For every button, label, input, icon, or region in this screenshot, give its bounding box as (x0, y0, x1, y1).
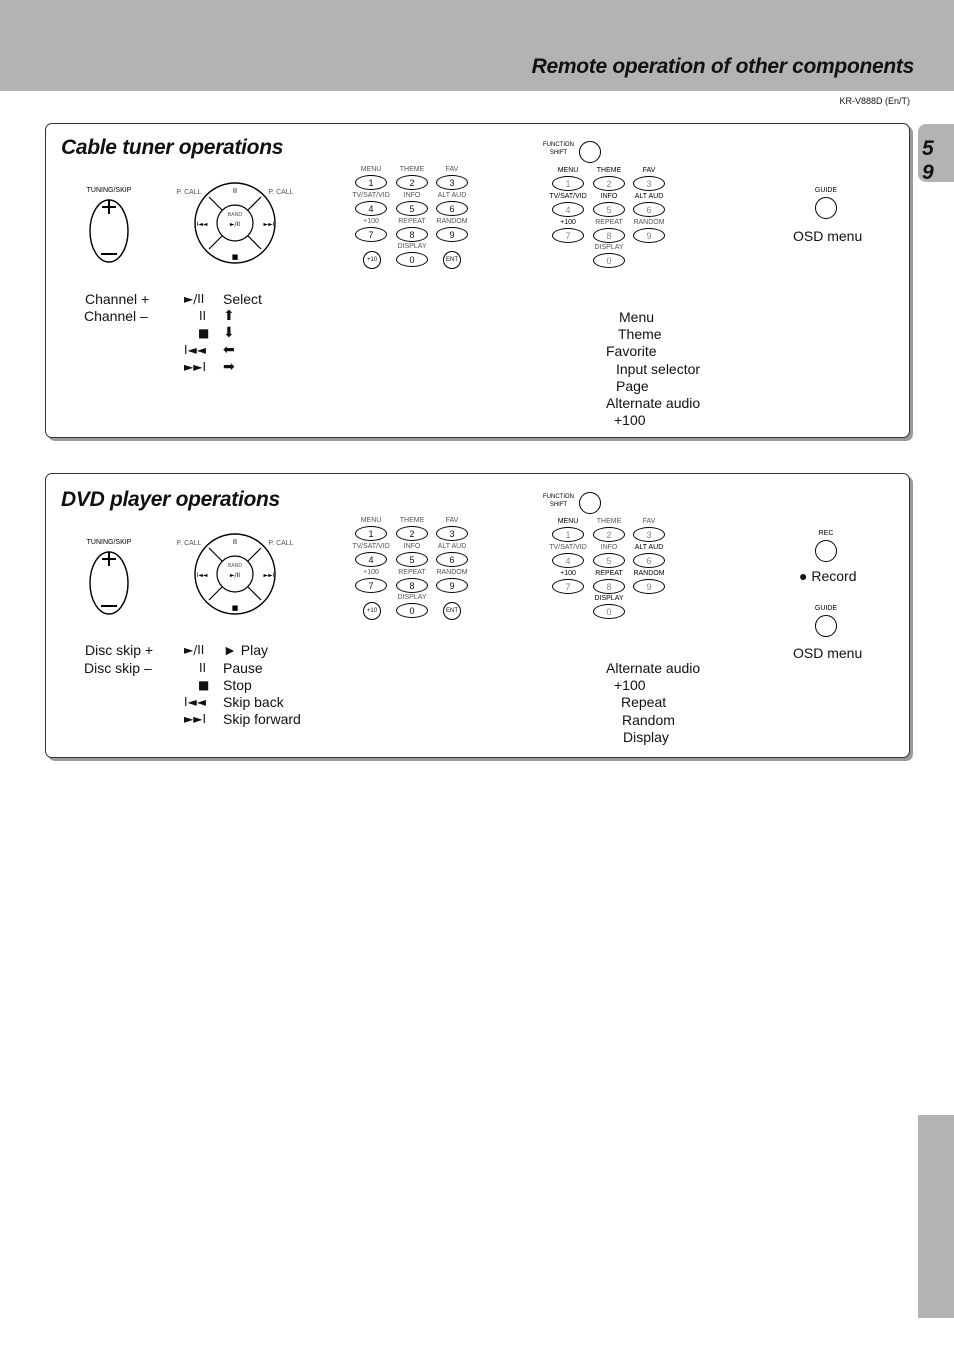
tuning-skip-rocker[interactable] (88, 198, 132, 266)
key-label: REPEAT (595, 570, 623, 577)
key-3[interactable]: 3 (633, 527, 665, 542)
function-item: Alternate audio (606, 395, 701, 411)
function-item: Random (622, 712, 675, 728)
function-shift-label: FUNCTION (543, 142, 574, 148)
select-text: Select (223, 291, 262, 307)
function-item: Display (623, 729, 669, 745)
key-label: FAV (642, 167, 656, 174)
key-3[interactable]: 3 (436, 175, 468, 190)
osd-menu-text: OSD menu (793, 228, 863, 244)
dvd-title: DVD player operations (61, 488, 280, 511)
key-label: MENU (557, 167, 579, 174)
key-label: REPEAT (595, 219, 623, 226)
key-label: REPEAT (398, 218, 426, 225)
ent-key[interactable]: ENT (443, 602, 461, 620)
cross-pad[interactable] (192, 180, 278, 266)
plus10-key[interactable]: +10 (363, 251, 381, 269)
key-label: TV/SAT/VID (352, 192, 390, 199)
key-4[interactable]: 4 (552, 202, 584, 217)
function-item: +100 (614, 677, 646, 693)
key-label: THEME (399, 517, 425, 524)
function-item: Menu (619, 309, 655, 325)
right-arrow-icon: ➡ (223, 359, 235, 375)
key-9[interactable]: 9 (436, 578, 468, 593)
key-4[interactable]: 4 (552, 553, 584, 568)
play-text: ► Play (223, 642, 268, 658)
record-text: ● Record (799, 568, 857, 584)
p-call-right-label: P. CALL (268, 540, 294, 547)
model-number: KR-V888D (En/T) (839, 96, 910, 106)
skip-back-text: Skip back (223, 694, 284, 710)
key-label: FAV (642, 518, 656, 525)
stop-icon: ■ (198, 678, 210, 692)
key-2[interactable]: 2 (396, 175, 428, 190)
key-label: RANDOM (436, 569, 468, 576)
p-call-left-label: P. CALL (176, 189, 202, 196)
key-1[interactable]: 1 (552, 176, 584, 191)
key-label: +100 (363, 569, 379, 576)
key-6[interactable]: 6 (436, 552, 468, 567)
function-item: Page (616, 378, 649, 394)
skip-forward-text: Skip forward (223, 711, 301, 727)
key-5[interactable]: 5 (396, 552, 428, 567)
play-pause-icon: ►/II (184, 643, 205, 657)
key-label: DISPLAY (594, 595, 624, 602)
svg-text:►/II: ►/II (229, 572, 241, 579)
key-label: +100 (560, 570, 576, 577)
osd-menu-text: OSD menu (793, 645, 863, 661)
key-label: +100 (363, 218, 379, 225)
play-pause-icon: ►/II (184, 292, 205, 306)
key-label: ALT AUD (437, 543, 467, 550)
skip-forward-icon: ►►I (184, 360, 206, 374)
svg-text:►►I: ►►I (263, 221, 275, 228)
key-4[interactable]: 4 (355, 552, 387, 567)
svg-text:►/II: ►/II (229, 221, 241, 228)
key-label: INFO (600, 544, 618, 551)
key-3[interactable]: 3 (436, 526, 468, 541)
tuning-skip-label: TUNING/SKIP (86, 187, 132, 194)
key-label: THEME (596, 167, 622, 174)
function-shift-button[interactable] (579, 492, 601, 514)
key-label: REPEAT (398, 569, 426, 576)
function-shift-button[interactable] (579, 141, 601, 163)
key-6[interactable]: 6 (436, 201, 468, 216)
guide-button[interactable] (815, 615, 837, 637)
stop-icon: ■ (198, 326, 210, 340)
left-arrow-icon: ⬅ (223, 342, 235, 358)
key-label: ALT AUD (634, 193, 664, 200)
key-6[interactable]: 6 (633, 202, 665, 217)
page-number: 5 9 (922, 137, 937, 184)
key-1[interactable]: 1 (355, 526, 387, 541)
key-label: TV/SAT/VID (352, 543, 390, 550)
svg-text:II: II (232, 538, 238, 546)
key-5[interactable]: 5 (396, 201, 428, 216)
skip-back-icon: I◄◄ (184, 343, 206, 357)
rec-button[interactable] (815, 540, 837, 562)
skip-forward-icon: ►►I (184, 712, 206, 726)
key-5[interactable]: 5 (593, 553, 625, 568)
key-label: MENU (360, 517, 382, 524)
stop-text: Stop (223, 677, 252, 693)
down-arrow-icon: ⬇ (223, 325, 235, 341)
svg-text:■: ■ (231, 253, 239, 261)
svg-text:I◄◄: I◄◄ (196, 221, 208, 228)
key-label: DISPLAY (397, 594, 427, 601)
key-5[interactable]: 5 (593, 202, 625, 217)
key-0[interactable]: 0 (593, 604, 625, 619)
up-arrow-icon: ⬆ (223, 308, 235, 324)
key-6[interactable]: 6 (633, 553, 665, 568)
key-label: RANDOM (633, 219, 665, 226)
dvd-panel (45, 473, 910, 758)
function-item: Input selector (616, 361, 701, 377)
channel-minus-text: Channel – (84, 308, 148, 324)
key-8[interactable]: 8 (593, 228, 625, 243)
function-shift-label: SHIFT (549, 150, 568, 156)
disc-skip-plus-text: Disc skip + (85, 642, 154, 658)
key-7[interactable]: 7 (552, 579, 584, 594)
svg-text:■: ■ (231, 604, 239, 612)
tuning-skip-label: TUNING/SKIP (86, 539, 132, 546)
svg-text:BAND: BAND (227, 212, 243, 218)
tuning-skip-rocker[interactable] (88, 550, 132, 618)
key-label: FAV (445, 166, 459, 173)
key-2[interactable]: 2 (593, 527, 625, 542)
key-label: INFO (403, 543, 421, 550)
rec-label: REC (818, 530, 834, 537)
pause-icon: II (199, 309, 207, 323)
key-label: ALT AUD (437, 192, 467, 199)
guide-button[interactable] (815, 197, 837, 219)
key-7[interactable]: 7 (552, 228, 584, 243)
cross-pad[interactable] (192, 531, 278, 617)
key-9[interactable]: 9 (633, 228, 665, 243)
side-tab (918, 1115, 954, 1318)
key-label: RANDOM (633, 570, 665, 577)
key-label: DISPLAY (397, 243, 427, 250)
key-1[interactable]: 1 (552, 527, 584, 542)
key-2[interactable]: 2 (396, 526, 428, 541)
key-label: ALT AUD (634, 544, 664, 551)
function-item: Alternate audio (606, 660, 701, 676)
page-title: Remote operation of other components (531, 55, 914, 78)
svg-text:II: II (232, 187, 238, 195)
function-item: Theme (618, 326, 662, 342)
svg-text:BAND: BAND (227, 563, 243, 569)
function-shift-label: FUNCTION (543, 494, 574, 500)
key-0[interactable]: 0 (396, 252, 428, 267)
key-label: TV/SAT/VID (549, 544, 587, 551)
key-3[interactable]: 3 (633, 176, 665, 191)
p-call-right-label: P. CALL (268, 189, 294, 196)
key-label: INFO (403, 192, 421, 199)
key-7[interactable]: 7 (355, 227, 387, 242)
key-label: TV/SAT/VID (549, 193, 587, 200)
key-0[interactable]: 0 (396, 603, 428, 618)
key-4[interactable]: 4 (355, 201, 387, 216)
key-label: RANDOM (436, 218, 468, 225)
key-0[interactable]: 0 (593, 253, 625, 268)
key-1[interactable]: 1 (355, 175, 387, 190)
svg-text:I◄◄: I◄◄ (196, 572, 208, 579)
svg-text:►►I: ►►I (263, 572, 275, 579)
function-item: Favorite (606, 343, 657, 359)
function-item: Repeat (621, 694, 667, 710)
plus10-key[interactable]: +10 (363, 602, 381, 620)
pause-text: Pause (223, 660, 263, 676)
key-label: FAV (445, 517, 459, 524)
disc-skip-minus-text: Disc skip – (84, 660, 152, 676)
key-9[interactable]: 9 (633, 579, 665, 594)
function-shift-label: SHIFT (549, 502, 568, 508)
key-7[interactable]: 7 (355, 578, 387, 593)
function-item: +100 (614, 412, 646, 428)
key-label: +100 (560, 219, 576, 226)
guide-label: GUIDE (814, 605, 838, 612)
key-9[interactable]: 9 (436, 227, 468, 242)
key-label: INFO (600, 193, 618, 200)
pause-icon: II (199, 661, 207, 675)
key-label: DISPLAY (594, 244, 624, 251)
key-2[interactable]: 2 (593, 176, 625, 191)
skip-back-icon: I◄◄ (184, 695, 206, 709)
channel-plus-text: Channel + (85, 291, 150, 307)
guide-label: GUIDE (814, 187, 838, 194)
key-8[interactable]: 8 (593, 579, 625, 594)
key-label: MENU (360, 166, 382, 173)
key-8[interactable]: 8 (396, 578, 428, 593)
ent-key[interactable]: ENT (443, 251, 461, 269)
key-label: MENU (557, 518, 579, 525)
key-8[interactable]: 8 (396, 227, 428, 242)
cable-title: Cable tuner operations (61, 136, 284, 159)
key-label: THEME (596, 518, 622, 525)
key-label: THEME (399, 166, 425, 173)
p-call-left-label: P. CALL (176, 540, 202, 547)
cable-panel (45, 123, 910, 438)
